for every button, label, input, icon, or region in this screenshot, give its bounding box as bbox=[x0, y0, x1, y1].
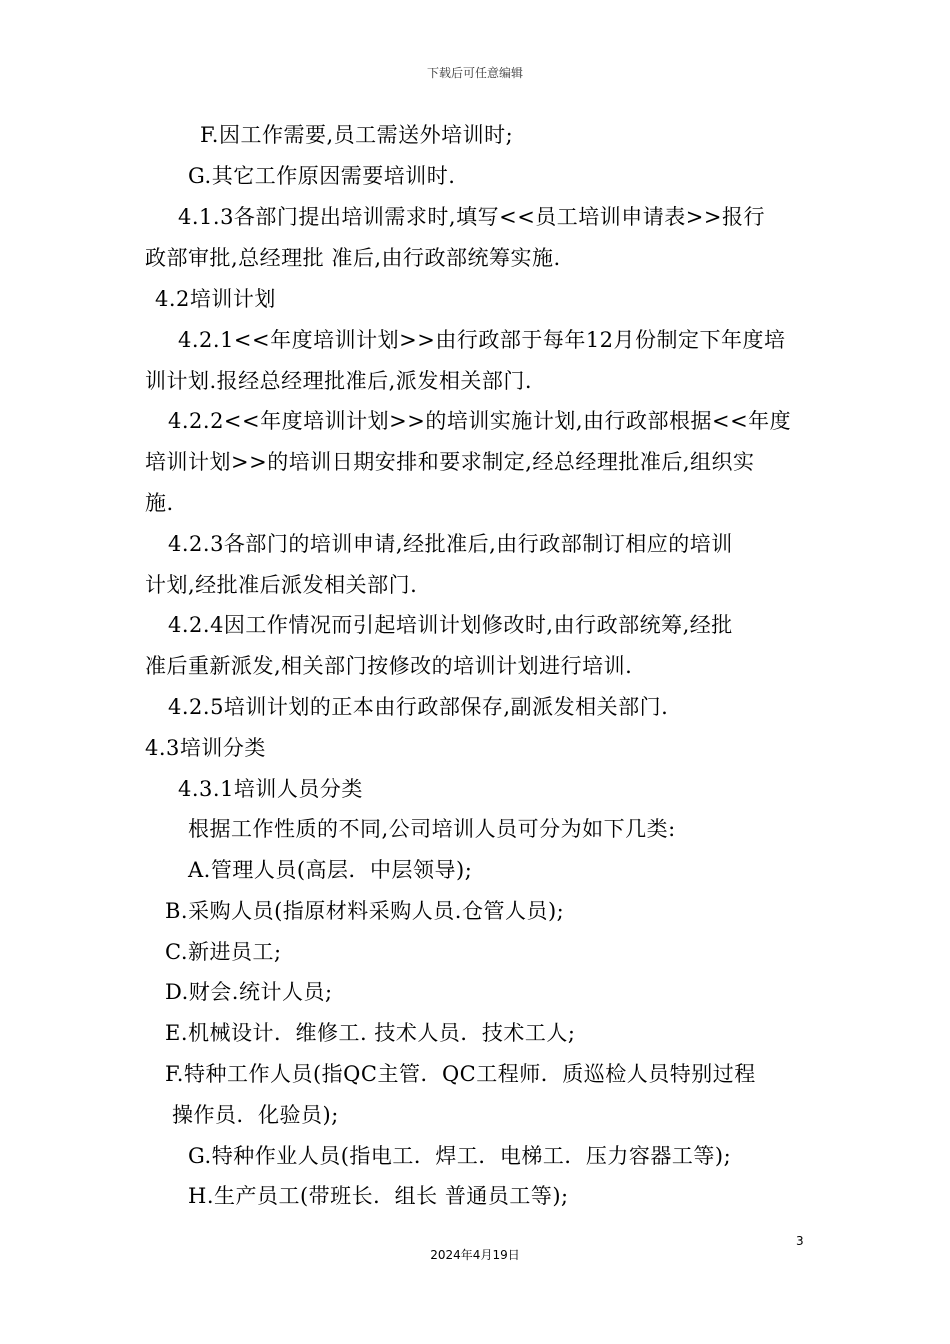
text-line: G.其它工作原因需要培训时. bbox=[188, 164, 456, 188]
text-line: 4.2.2<<年度培训计划>>的培训实施计划,由行政部根据<<年度 bbox=[168, 409, 792, 433]
text-line: F.因工作需要,员工需送外培训时; bbox=[200, 123, 514, 147]
text-line: 政部审批,总经理批 准后,由行政部统筹实施. bbox=[145, 246, 561, 270]
page-header: 下载后可任意编辑 bbox=[426, 66, 523, 80]
page-number: 3 bbox=[796, 1234, 804, 1248]
text-line: 4.2.3各部门的培训申请,经批准后,由行政部制订相应的培训 bbox=[168, 532, 733, 556]
text-line: 准后重新派发,相关部门按修改的培训计划进行培训. bbox=[145, 654, 633, 678]
list-item: H.生产员工(带班长．组长 普通员工等); bbox=[188, 1184, 569, 1208]
text-line: 4.1.3各部门提出培训需求时,填写<<员工培训申请表>>报行 bbox=[178, 205, 765, 229]
text-line: 培训计划>>的培训日期安排和要求制定,经总经理批准后,组织实 bbox=[145, 450, 755, 474]
text-line: 4.2.4因工作情况而引起培训计划修改时,由行政部统筹,经批 bbox=[168, 613, 733, 637]
subsection-heading: 4.3.1培训人员分类 bbox=[178, 777, 363, 801]
text-line: 施. bbox=[145, 491, 174, 515]
list-item: B.采购人员(指原材料采购人员.仓管人员); bbox=[165, 899, 565, 923]
section-heading: 4.3培训分类 bbox=[145, 736, 266, 760]
text-line: 计划,经批准后派发相关部门. bbox=[145, 573, 418, 597]
text-line: 根据工作性质的不同,公司培训人员可分为如下几类: bbox=[188, 817, 676, 841]
list-item: A.管理人员(高层．中层领导); bbox=[188, 858, 473, 882]
list-item: 操作员．化验员); bbox=[172, 1103, 339, 1127]
list-item: F.特种工作人员(指QC主管．QC工程师．质巡检人员特别过程 bbox=[165, 1062, 756, 1086]
list-item: D.财会.统计人员; bbox=[165, 980, 333, 1004]
text-line: 训计划.报经总经理批准后,派发相关部门. bbox=[145, 369, 533, 393]
section-heading: 4.2培训计划 bbox=[155, 287, 276, 311]
text-line: 4.2.5培训计划的正本由行政部保存,副派发相关部门. bbox=[168, 695, 669, 719]
page-footer-date: 2024年4月19日 bbox=[430, 1248, 520, 1262]
list-item: E.机械设计．维修工. 技术人员．技术工人; bbox=[165, 1021, 576, 1045]
list-item: G.特种作业人员(指电工．焊工．电梯工．压力容器工等); bbox=[188, 1144, 732, 1168]
text-line: 4.2.1<<年度培训计划>>由行政部于每年12月份制定下年度培 bbox=[178, 328, 786, 352]
list-item: C.新进员工; bbox=[165, 940, 282, 964]
